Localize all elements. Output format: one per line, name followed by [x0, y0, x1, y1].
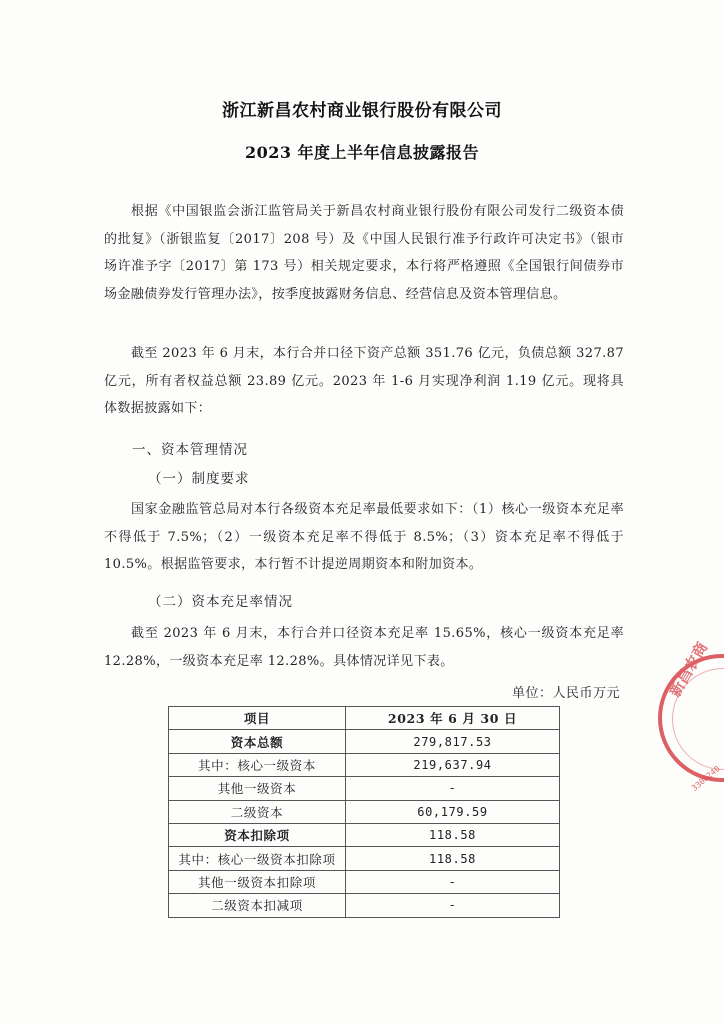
- unit-note: 单位：人民币万元: [511, 686, 620, 701]
- table-row: [169, 800, 560, 823]
- table-row-label: 二级资本: [169, 800, 346, 823]
- table-row-label: 其中：核心一级资本: [169, 753, 346, 776]
- adequacy-paragraph: 截至 2023 年 6 月末，本行合并口径资本充足率 15.65%，核心一级资本充足率 12.28%，一级资本充足率 12.28%。具体情况详见下表。: [104, 626, 624, 669]
- table-row: [169, 823, 560, 846]
- table-header-row: [169, 707, 560, 730]
- table-row-value: 60,179.59: [346, 800, 560, 823]
- subsection-heading-requirements: （一）制度要求: [148, 471, 250, 487]
- seal-code: 3306240: [690, 764, 722, 793]
- table-row-value: -: [346, 870, 560, 893]
- table-row-value: 279,817.53: [346, 730, 560, 753]
- table-row: [169, 894, 560, 917]
- section-heading-capital-management: 一、资本管理情况: [132, 442, 248, 458]
- table-row-value: -: [346, 894, 560, 917]
- table-header-date: 2023 年 6 月 30 日: [346, 707, 560, 730]
- table-row-value: 118.58: [346, 847, 560, 870]
- requirements-paragraph: 国家金融监管总局对本行各级资本充足率最低要求如下：（1）核心一级资本充足率不得低于 7.5%；（2）一级资本充足率不得低于 8.5%；（3）资本充足率不得低于 10.5%。根据监管要求，本行暂不计提逆周期资本和附加资本。: [104, 502, 624, 572]
- seal-text: 新昌农商: [665, 639, 712, 700]
- summary-paragraph: 截至 2023 年 6 月末，本行合并口径下资产总额 351.76 亿元，负债总额 327.87 亿元，所有者权益总额 23.89 亿元。2023 年 1-6 月实现净利润 1.19 亿元。现将具体数据披露如下：: [104, 346, 624, 416]
- table-row-value: 219,637.94: [346, 753, 560, 776]
- table-row: [169, 730, 560, 753]
- table-header-item: 项目: [169, 707, 346, 730]
- capital-table: [168, 706, 560, 918]
- company-seal: [658, 639, 724, 782]
- table-row-value: -: [346, 777, 560, 800]
- intro-paragraph: 根据《中国银监会浙江监管局关于新昌农村商业银行股份有限公司发行二级资本债的批复》（浙银监复〔2017〕208 号）及《中国人民银行准予行政许可决定书》（银市场许准予字〔2017〕第 173 号）相关规定要求，本行将严格遵照《全国银行间债券市场金融债券发行管理办法》，按季度披露财务信息、经营信息及资本管理信息。: [104, 204, 624, 302]
- subsection-heading-adequacy: （二）资本充足率情况: [148, 594, 293, 610]
- table-row: [169, 753, 560, 776]
- table-row-label: 其他一级资本: [169, 777, 346, 800]
- table-row-label: 其中：核心一级资本扣除项: [169, 847, 346, 870]
- table-row-label: 资本总额: [169, 730, 346, 753]
- table-row: [169, 777, 560, 800]
- table-row-label: 其他一级资本扣除项: [169, 870, 346, 893]
- table-row-value: 118.58: [346, 823, 560, 846]
- table-row: [169, 847, 560, 870]
- table-row: [169, 870, 560, 893]
- document-subtitle: 2023 年度上半年信息披露报告: [244, 143, 480, 162]
- document-title: 浙江新昌农村商业银行股份有限公司: [222, 101, 502, 121]
- table-row-label: 资本扣除项: [169, 823, 346, 846]
- table-row-label: 二级资本扣减项: [169, 894, 346, 917]
